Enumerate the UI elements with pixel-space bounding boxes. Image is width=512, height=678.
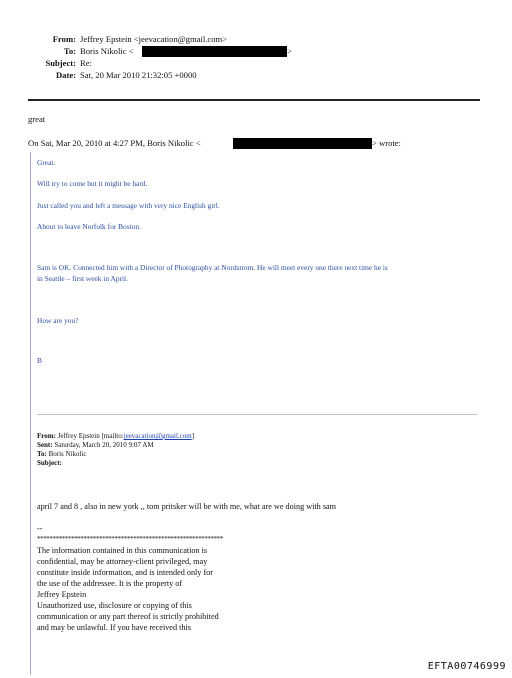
disclaimer-line: constitute inside information, and is intended only for xyxy=(37,568,213,577)
wrote-prefix: On Sat, Mar 20, 2010 at 4:27 PM, Boris Nikolic < xyxy=(28,138,201,148)
forward-from-value: Jeffrey Epstein [mailto: xyxy=(57,432,124,440)
date-label: Date: xyxy=(55,70,76,80)
disclaimer-line: Jeffrey Epstein xyxy=(37,590,87,599)
quoted-message xyxy=(30,152,481,675)
subject-value: Re: xyxy=(80,58,92,68)
disclaimer-line: Unauthorized use, disclosure or copying of this xyxy=(37,601,192,610)
from-value: Jeffrey Epstein <jeevacation@gmail.com> xyxy=(80,34,228,44)
reply-body: great xyxy=(28,114,46,124)
header-divider xyxy=(28,99,480,101)
forward-subject-label: Subject: xyxy=(37,459,62,467)
email-link[interactable]: jeevacation@gmail.com xyxy=(123,432,192,440)
forward-from xyxy=(37,432,194,441)
forward-from-label: From: xyxy=(37,432,56,440)
forward-sent-value: Saturday, March 20, 2010 9:07 AM xyxy=(54,441,154,449)
disclaimer-line: and may be unlawful. If you have received this xyxy=(37,623,191,632)
date-value: Sat, 20 Mar 2010 21:32:05 +0000 xyxy=(80,70,197,80)
forward-sent-label: Sent: xyxy=(37,441,53,449)
quoted-line: in Seattle – first week in April. xyxy=(37,274,128,283)
subject-label: Subject: xyxy=(45,58,76,68)
disclaimer-line: communication or any part thereof is strictly prohibited xyxy=(37,612,219,621)
forward-body: april 7 and 8 , also in new york ,, tom pritsker will be with me, what are we doing with sam xyxy=(37,502,337,511)
quoted-line: Great. xyxy=(37,158,56,167)
to-suffix: > xyxy=(287,46,292,56)
forward-to xyxy=(37,450,87,459)
quoted-line: How are you? xyxy=(37,316,79,325)
disclaimer-line: the use of the addressee. It is the property of xyxy=(37,579,183,588)
bates-number: EFTA00746999 xyxy=(427,661,506,672)
quote-separator xyxy=(37,414,477,415)
quoted-line: Sam is OK. Connected him with a Director of Photography at Nordstrom. He will meet every one there next time he is xyxy=(37,263,388,272)
forward-sent xyxy=(37,441,154,450)
forward-subject xyxy=(37,459,62,468)
quoted-line: Just called you and left a message with very nice English girl. xyxy=(37,201,220,210)
to-value: Boris Nikolic < xyxy=(80,46,134,56)
disclaimer-line: The information contained in this communication is xyxy=(37,546,208,555)
redaction-bar xyxy=(233,138,372,149)
from-label: From: xyxy=(52,34,76,44)
signature-dash: -- xyxy=(37,524,43,533)
disclaimer-line: confidential, may be attorney-client privileged, may xyxy=(37,557,208,566)
forward-from-end: ] xyxy=(191,432,195,440)
to-label: To: xyxy=(63,46,76,56)
redaction-bar xyxy=(142,46,287,57)
quoted-line: About to leave Norfolk for Boston. xyxy=(37,222,141,231)
quoted-line: B xyxy=(37,356,42,365)
quoted-line: Will try to come but it might be hard. xyxy=(37,179,148,188)
star-line: ************************************************************ xyxy=(37,535,224,543)
forward-to-value: Boris Nikolic xyxy=(48,450,87,458)
forward-to-label: To: xyxy=(37,450,47,458)
wrote-suffix: > wrote: xyxy=(372,138,401,148)
